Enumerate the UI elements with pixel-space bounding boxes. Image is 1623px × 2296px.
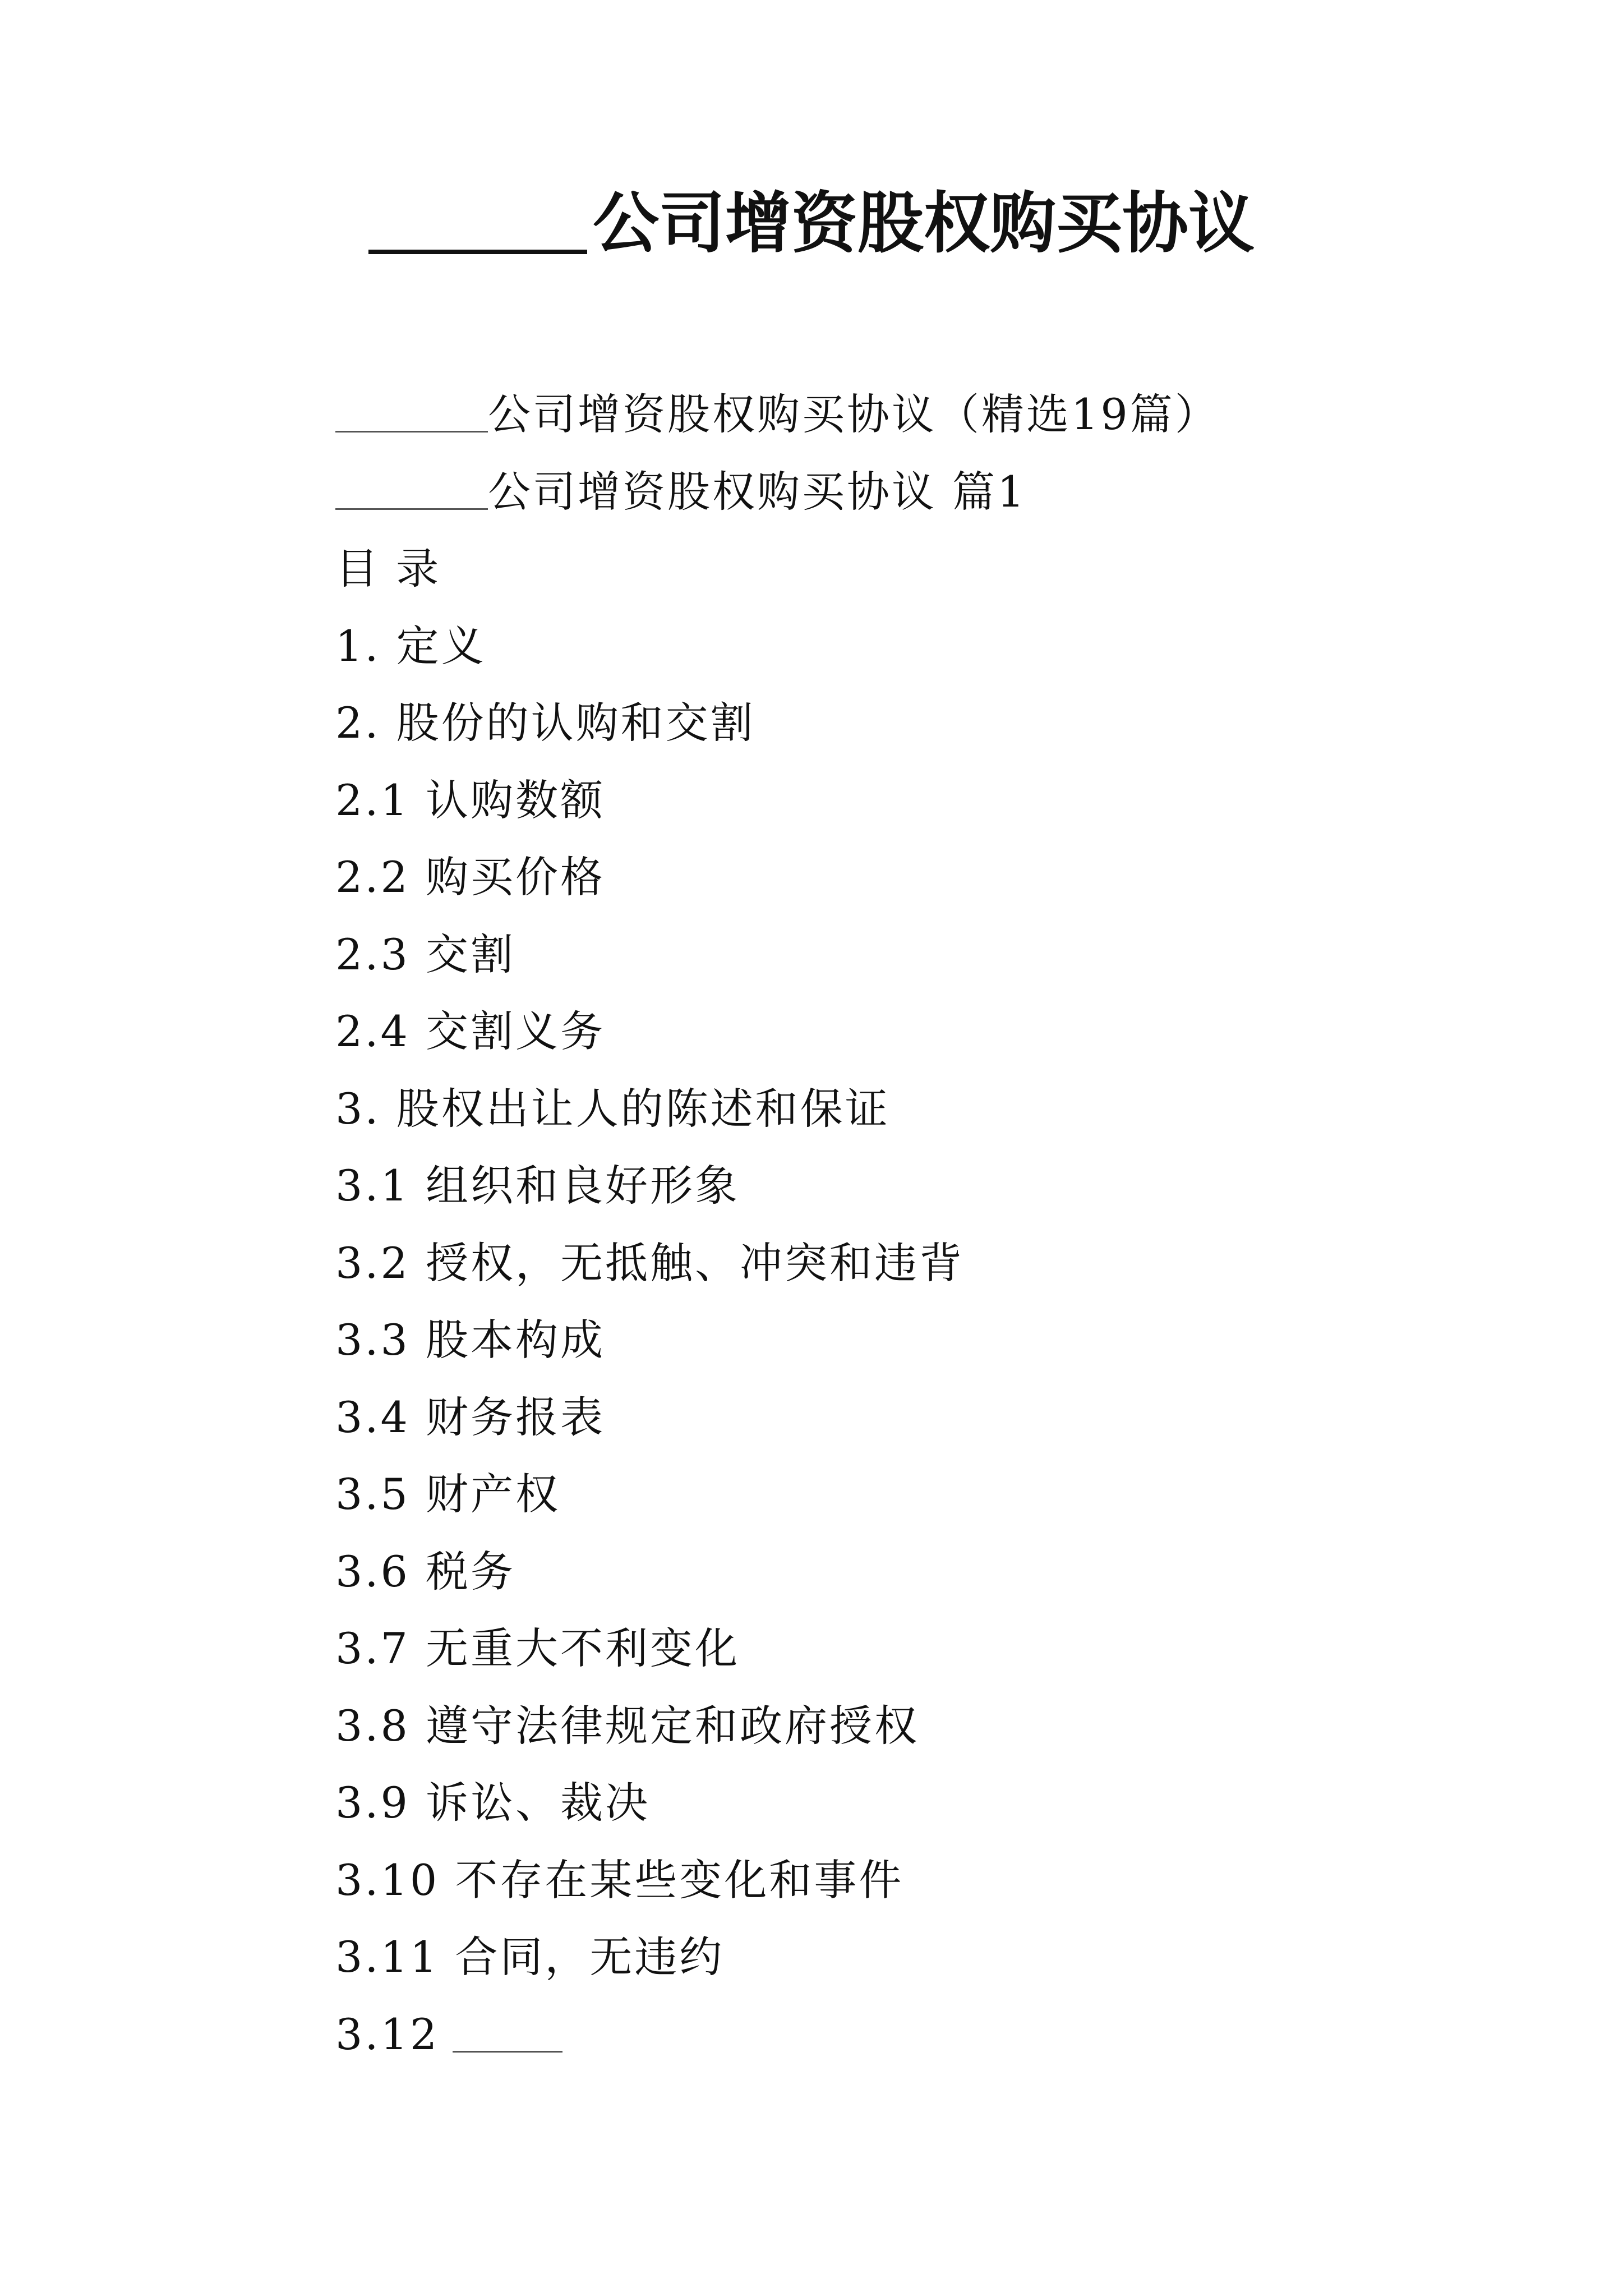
toc-item: 2.3 交割: [335, 929, 516, 979]
toc-item: 3. 股权出让人的陈述和保证: [335, 1083, 890, 1134]
section-heading-text: 公司增资股权购买协议 篇1: [488, 466, 1027, 517]
toc-item: 2.4 交割义务: [335, 1006, 606, 1056]
toc-item-last: [335, 1996, 1513, 2073]
toc-item: 3.6 税务: [335, 1546, 516, 1596]
toc-item: 1. 定义: [335, 620, 486, 671]
toc-item: 3.11 合同，无违约: [335, 1932, 725, 1982]
document-title: [0, 178, 1623, 268]
document-title-text: 公司增资股权购买协议: [592, 184, 1255, 262]
toc-item: 3.9 诉讼、裁决: [335, 1778, 651, 1828]
document-body: [335, 376, 1513, 2073]
toc-item: 2. 股份的认购和交割: [335, 698, 755, 748]
toc-item: 3.7 无重大不利变化: [335, 1623, 740, 1673]
title-blank-underline: [368, 183, 587, 254]
toc-item: 3.5 财产权: [335, 1469, 561, 1519]
subtitle-blank-underline: [335, 392, 488, 432]
toc-item: 3.3 股本构成: [335, 1315, 606, 1365]
toc-item: 3.10 不存在某些变化和事件: [335, 1855, 904, 1905]
subtitle-line: [335, 376, 1513, 453]
toc-item: 3.1 组织和良好形象: [335, 1161, 740, 1211]
toc-heading: 目 录: [335, 544, 441, 593]
subtitle-text: 公司增资股权购买协议（精选19篇）: [488, 389, 1220, 439]
toc-item: 2.1 认购数额: [335, 775, 606, 825]
toc-item: 3.4 财务报表: [335, 1392, 606, 1442]
toc-item: 2.2 购买价格: [335, 852, 606, 902]
toc-item-blank-underline: [453, 2012, 562, 2053]
section-heading-blank-underline: [335, 469, 488, 510]
toc-item: 3.2 授权，无抵触、冲突和违背: [335, 1237, 965, 1288]
toc-item: 3.8 遵守法律规定和政府授权: [335, 1700, 920, 1751]
toc-item-last-text: 3.12: [335, 2009, 440, 2059]
section-heading-line: [335, 453, 1513, 531]
